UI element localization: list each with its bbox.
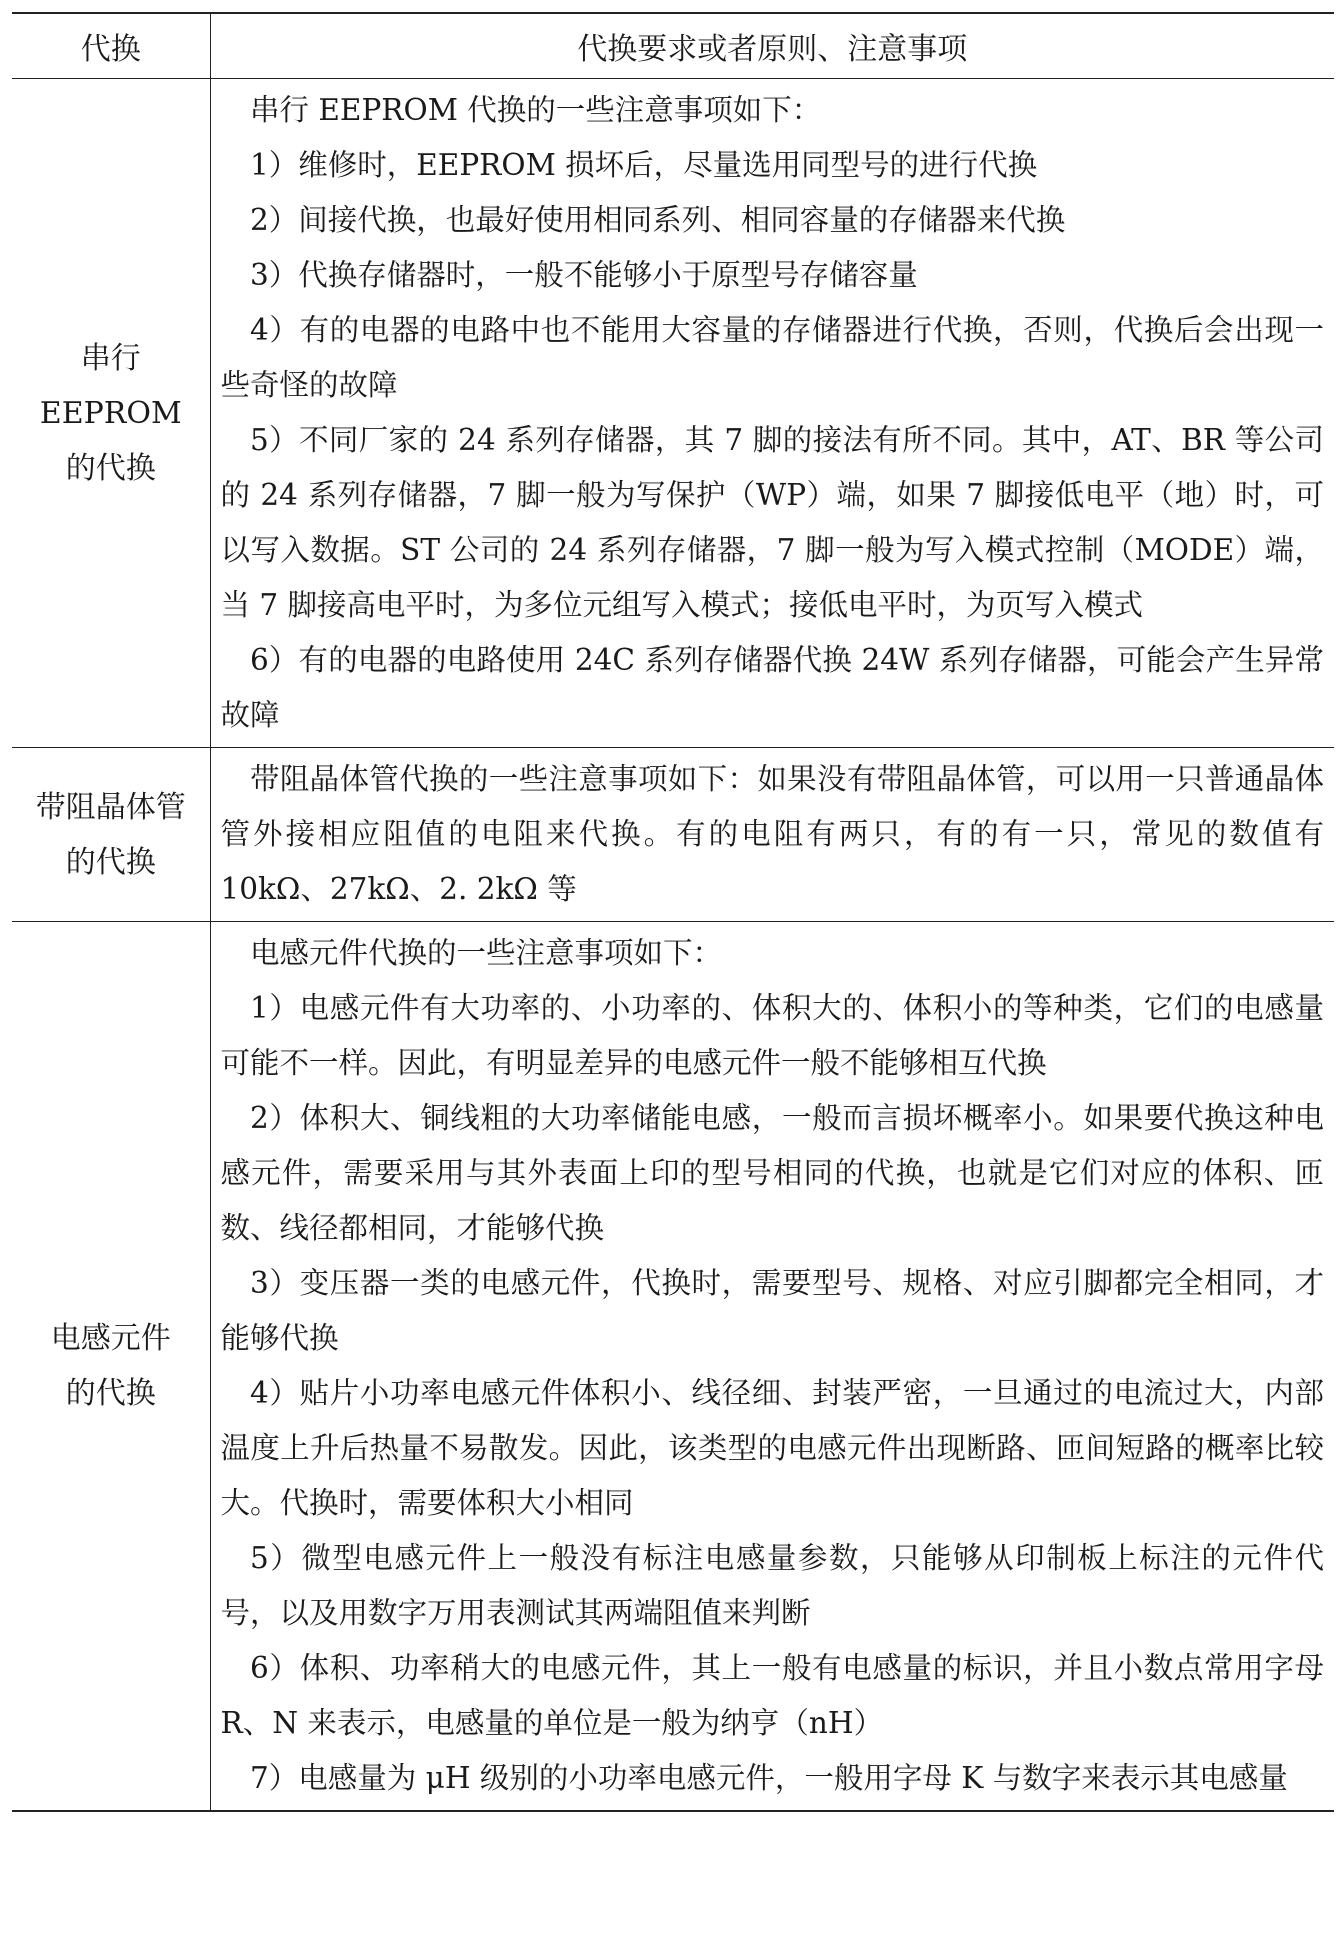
row-label-line: 的代换	[65, 844, 156, 880]
row-label-line: 的代换	[65, 1376, 156, 1411]
row-content-inductor	[210, 922, 1334, 1812]
paragraph: 1）电感元件有大功率的、小功率的、体积大的、体积小的等种类，它们的电感量可能不一样。因此，有明显差异的电感元件一般不能够相互代换	[220, 991, 1324, 1080]
table-row-eeprom	[12, 79, 1334, 748]
row-label-line: 串行 EEPROM	[39, 340, 182, 431]
table-row-resistor-transistor	[12, 748, 1334, 922]
row-label-eeprom	[12, 79, 210, 748]
row-content-eeprom	[210, 79, 1334, 748]
paragraph: 2）间接代换，也最好使用相同系列、相同容量的存储器来代换	[250, 203, 1066, 237]
row-label-line: 的代换	[65, 450, 156, 486]
paragraph: 7）电感量为 μH 级别的小功率电感元件，一般用字母 K 与数字来表示其电感量	[250, 1761, 1288, 1795]
paragraph: 5）微型电感元件上一般没有标注电感量参数，只能够从印制板上标注的元件代号，以及用数字万用表测试其两端阻值来判断	[220, 1541, 1324, 1630]
paragraph: 带阻晶体管代换的一些注意事项如下：如果没有带阻晶体管，可以用一只普通晶体管外接相应阻值的电阻来代换。有的电阻有两只，有的有一只，常见的数值有 10kΩ、27kΩ、2. 2kΩ 等	[220, 762, 1324, 906]
substitution-table	[12, 12, 1334, 1812]
row-label-resistor-transistor	[12, 748, 210, 922]
table-row-inductor	[12, 922, 1334, 1812]
row-label-line: 电感元件	[50, 1321, 171, 1356]
table-header-row	[12, 13, 1334, 79]
paragraph: 串行 EEPROM 代换的一些注意事项如下：	[250, 93, 822, 127]
header-requirements: 代换要求或者原则、注意事项	[210, 13, 1334, 79]
paragraph: 3）变压器一类的电感元件，代换时，需要型号、规格、对应引脚都完全相同，才能够代换	[220, 1266, 1324, 1355]
paragraph: 6）有的电器的电路使用 24C 系列存储器代换 24W 系列存储器，可能会产生异常故障	[220, 643, 1324, 732]
paragraph: 6）体积、功率稍大的电感元件，其上一般有电感量的标识，并且小数点常用字母 R、N 来表示，电感量的单位是一般为纳亨（nH）	[220, 1651, 1324, 1740]
row-content-resistor-transistor	[210, 748, 1334, 922]
paragraph: 电感元件代换的一些注意事项如下：	[250, 936, 723, 970]
row-label-line: 带阻晶体管	[35, 789, 186, 825]
row-label-inductor	[12, 922, 210, 1812]
paragraph: 1）维修时，EEPROM 损坏后，尽量选用同型号的进行代换	[250, 148, 1038, 182]
paragraph: 2）体积大、铜线粗的大功率储能电感，一般而言损坏概率小。如果要代换这种电感元件，需要采用与其外表面上印的型号相同的代换，也就是它们对应的体积、匝数、线径都相同，才能够代换	[220, 1101, 1324, 1245]
header-substitution: 代换	[12, 13, 210, 79]
paragraph: 3）代换存储器时，一般不能够小于原型号存储容量	[250, 258, 918, 292]
paragraph: 4）贴片小功率电感元件体积小、线径细、封装严密，一旦通过的电流过大，内部温度上升后热量不易散发。因此，该类型的电感元件出现断路、匝间短路的概率比较大。代换时，需要体积大小相同	[220, 1376, 1324, 1520]
paragraph: 5）不同厂家的 24 系列存储器，其 7 脚的接法有所不同。其中，AT、BR 等公司的 24 系列存储器，7 脚一般为写保护（WP）端，如果 7 脚接低电平（地）时，可以写入数据。ST 公司的 24 系列存储器，7 脚一般为写入模式控制（MODE）端，当 7 脚接高电平时，为多位元组写入模式；接低电平时，为页写入模式	[220, 423, 1324, 622]
paragraph: 4）有的电器的电路中也不能用大容量的存储器进行代换，否则，代换后会出现一些奇怪的故障	[220, 313, 1324, 402]
